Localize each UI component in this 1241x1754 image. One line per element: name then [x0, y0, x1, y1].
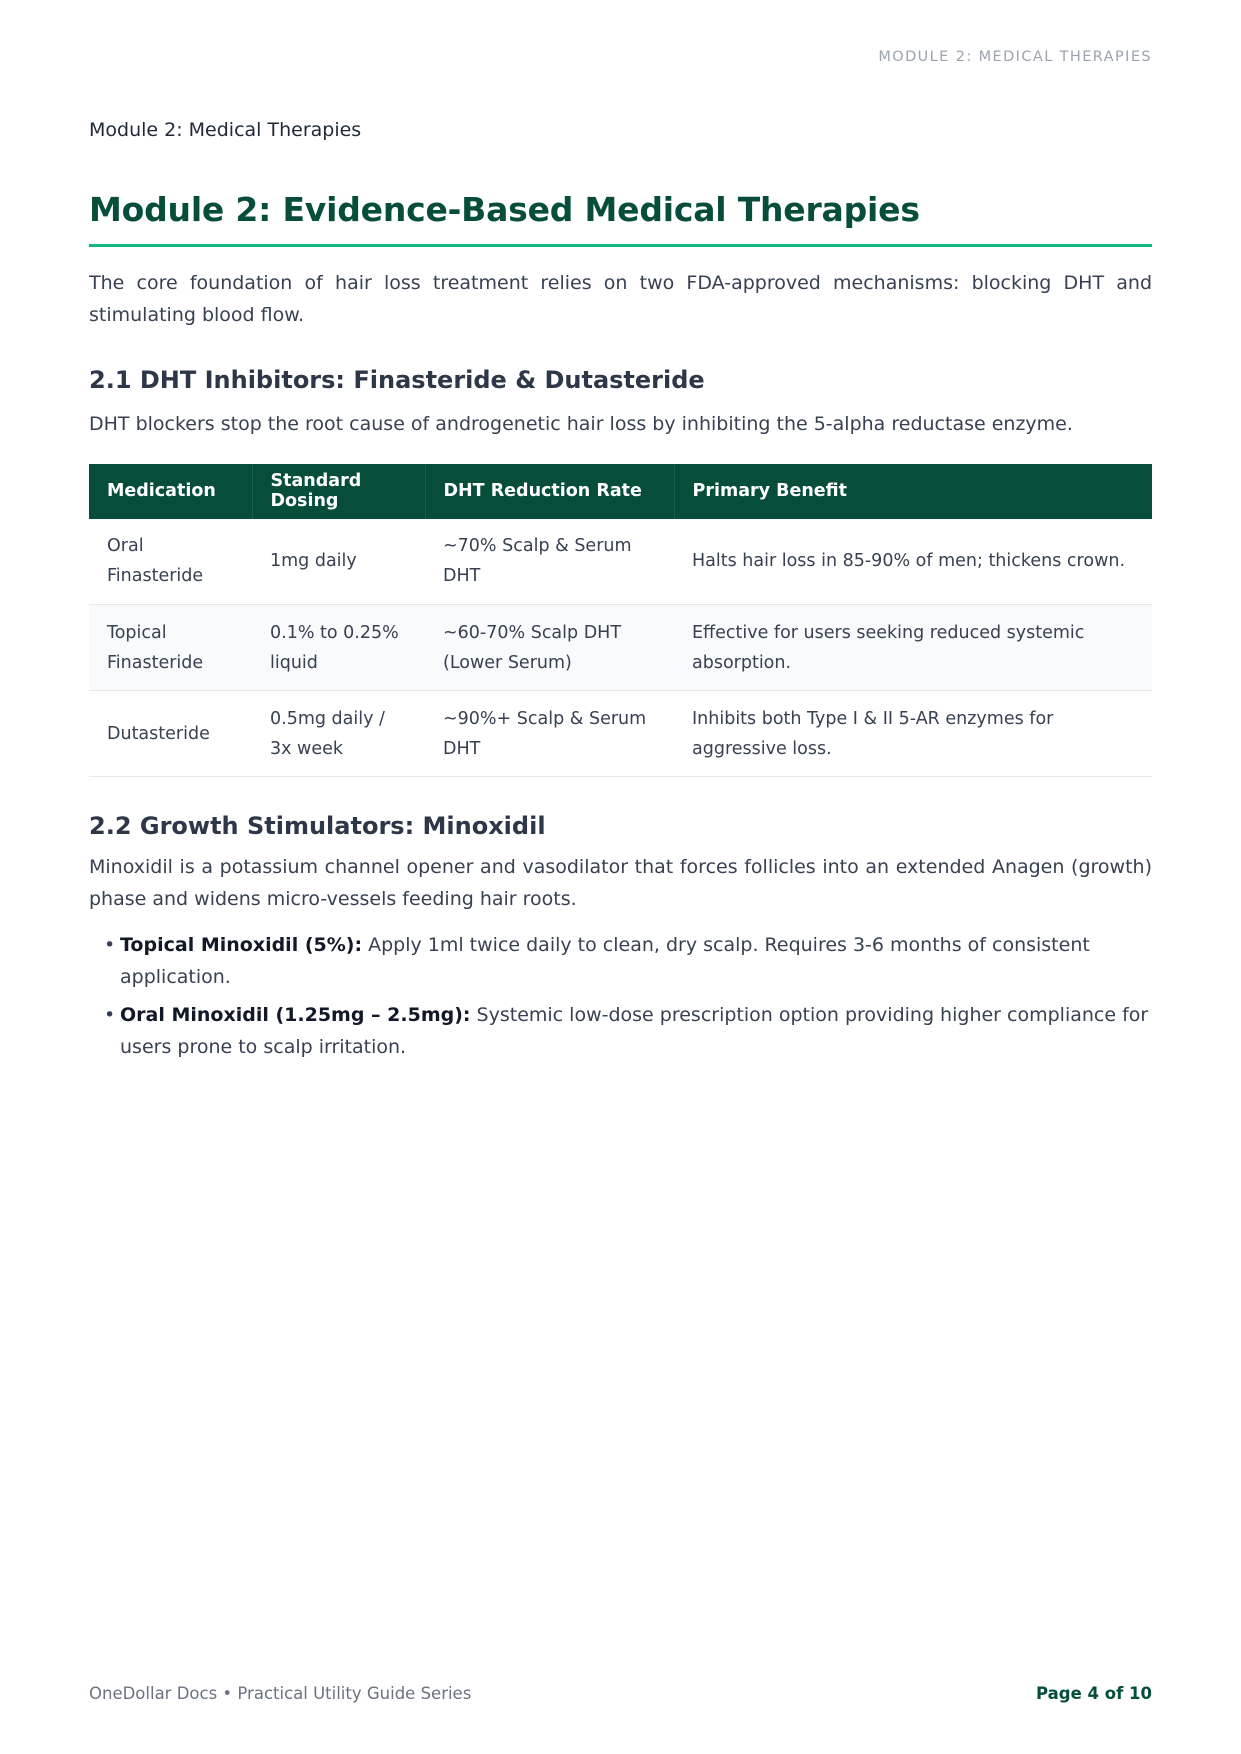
column-header-standard-dosing: Standard Dosing — [252, 464, 425, 519]
list-item — [89, 930, 1152, 993]
section-heading-dht-inhibitors: 2.1 DHT Inhibitors: Finasteride & Dutasteride — [89, 366, 705, 394]
table-cell: ~60-70% Scalp DHT (Lower Serum) — [425, 605, 674, 691]
table-cell: Halts hair loss in 85-90% of men; thickens crown. — [674, 519, 1152, 605]
section-lead-growth-stimulators: Minoxidil is a potassium channel opener and vasodilator that forces follicles into an extended Anagen (growth) phase and widens micro-vessels feeding hair roots. — [89, 856, 1152, 910]
table-row — [89, 691, 1152, 777]
table-row — [89, 605, 1152, 691]
bullet-dot-icon: • — [104, 934, 116, 956]
table-header-row — [89, 464, 1152, 519]
table-cell: Effective for users seeking reduced systemic absorption. — [674, 605, 1152, 691]
bullet-text: Systemic low-dose prescription option providing higher compliance for users prone to scalp irritation. — [120, 1004, 1149, 1058]
table-row — [89, 519, 1152, 605]
bullet-label: Topical Minoxidil (5%): — [120, 934, 363, 956]
page-number: Page 4 of 10 — [1036, 1684, 1152, 1703]
intro-paragraph: The core foundation of hair loss treatment relies on two FDA-approved mechanisms: blocking DHT and stimulating blood flow. — [89, 272, 1152, 326]
table-cell: Topical Finasteride — [89, 605, 252, 691]
column-header-primary-benefit: Primary Benefit — [674, 464, 1152, 519]
bullet-label: Oral Minoxidil (1.25mg – 2.5mg): — [120, 1004, 471, 1026]
column-header-medication: Medication — [89, 464, 252, 519]
table-cell: ~90%+ Scalp & Serum DHT — [425, 691, 674, 777]
section-lead-dht-inhibitors: DHT blockers stop the root cause of androgenetic hair loss by inhibiting the 5-alpha reductase enzyme. — [89, 413, 1073, 435]
list-item — [89, 1000, 1152, 1063]
table-cell: Dutasteride — [89, 691, 252, 777]
table-cell: Oral Finasteride — [89, 519, 252, 605]
column-header-dht-reduction-rate: DHT Reduction Rate — [425, 464, 674, 519]
minoxidil-bullet-list — [89, 930, 1152, 1063]
table-cell: 1mg daily — [252, 519, 425, 605]
table-cell: 0.1% to 0.25% liquid — [252, 605, 425, 691]
table-cell: ~70% Scalp & Serum DHT — [425, 519, 674, 605]
document-body — [89, 118, 1152, 1070]
bullet-text: Apply 1ml twice daily to clean, dry scalp. Requires 3-6 months of consistent application. — [120, 934, 1090, 988]
page-title: Module 2: Evidence-Based Medical Therapies — [89, 190, 1152, 247]
section-heading-growth-stimulators: 2.2 Growth Stimulators: Minoxidil — [89, 812, 546, 840]
bullet-dot-icon: • — [104, 1004, 116, 1026]
table-cell: 0.5mg daily / 3x week — [252, 691, 425, 777]
medication-table — [89, 464, 1152, 778]
footer-series-label: OneDollar Docs • Practical Utility Guide Series — [89, 1684, 472, 1703]
running-header: MODULE 2: MEDICAL THERAPIES — [878, 49, 1152, 65]
document-label: Module 2: Medical Therapies — [89, 119, 362, 141]
table-cell: Inhibits both Type I & II 5-AR enzymes for aggressive loss. — [674, 691, 1152, 777]
